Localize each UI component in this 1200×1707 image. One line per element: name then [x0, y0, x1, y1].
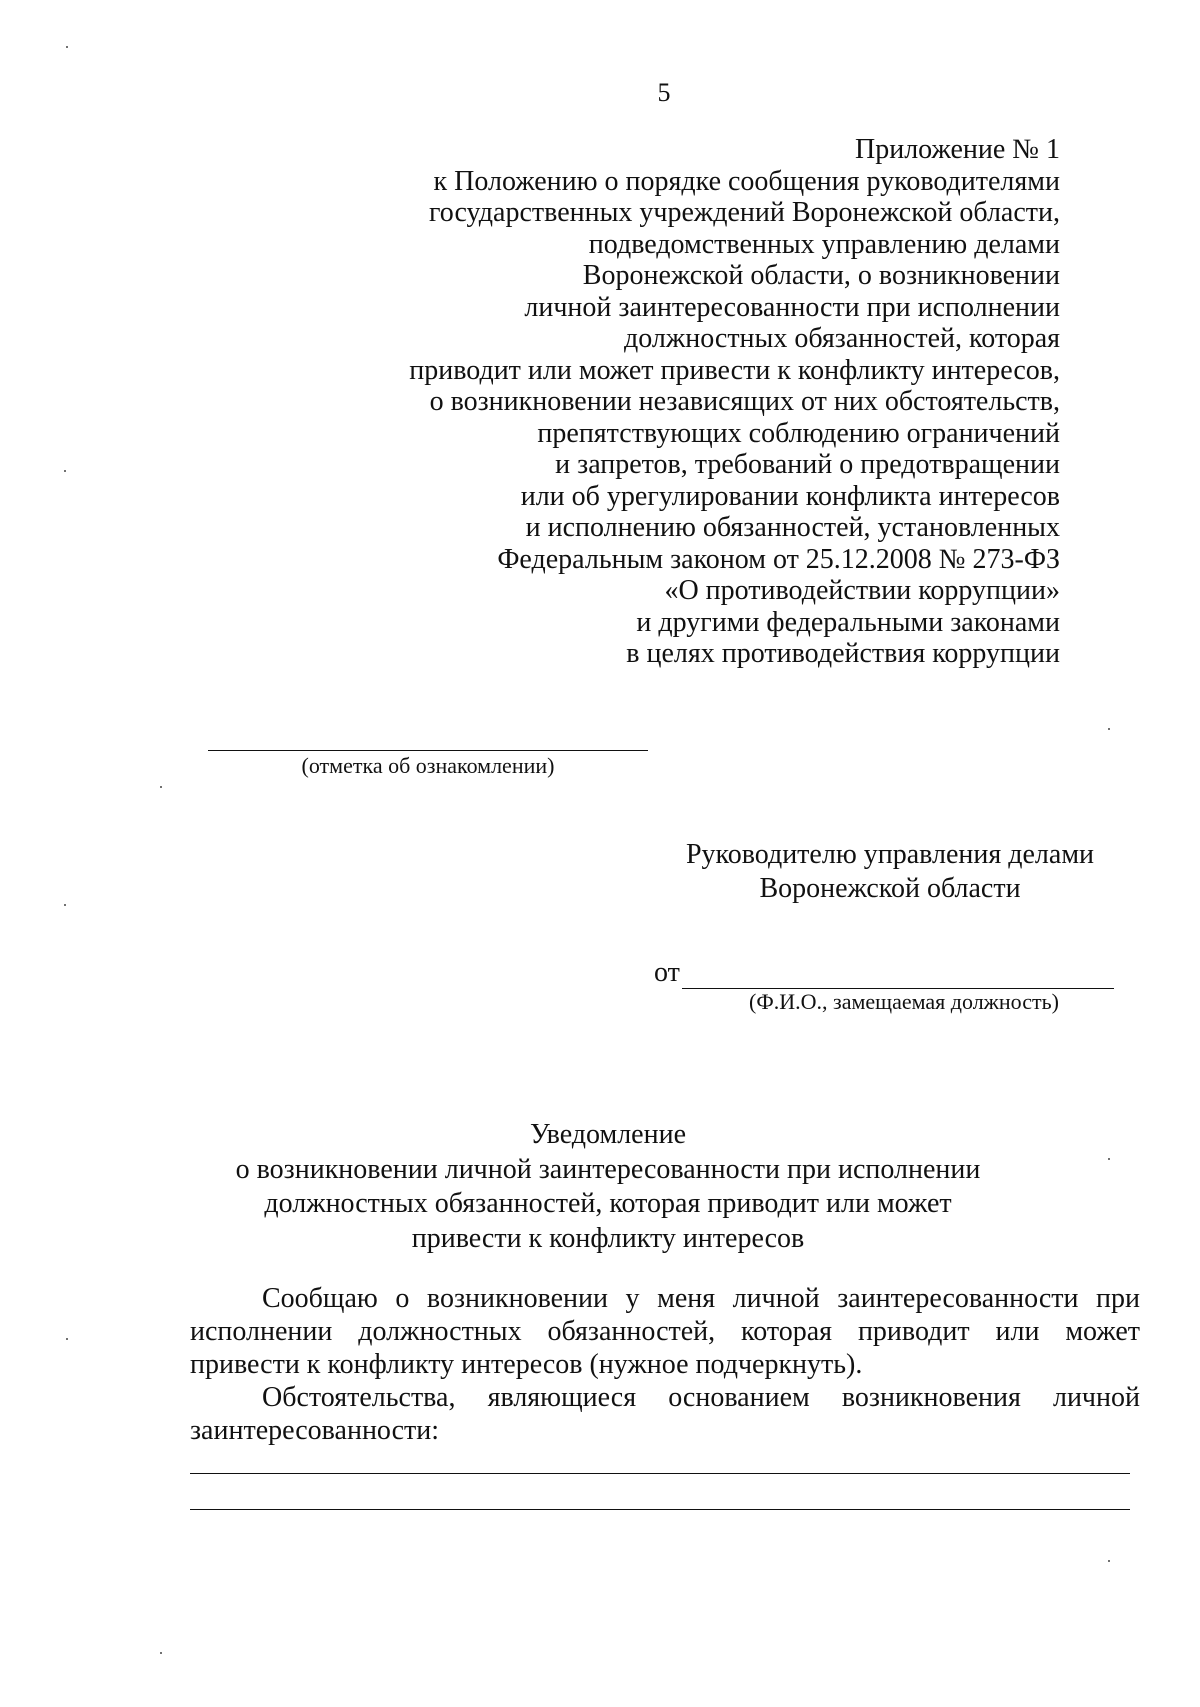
appendix-line: личной заинтересованности при исполнении: [524, 291, 1060, 323]
scan-speck: [160, 786, 162, 788]
circumstances-field-line[interactable]: [190, 1473, 1130, 1474]
notice-title: [8, 1118, 1200, 1256]
appendix-line: и другими федеральными законами: [636, 606, 1060, 638]
body-paragraph: Сообщаю о возникновении у меня личной заинтересованности при исполнении должностных обязанностей, которая приводит или может привести к конфликту интересов (нужное подчеркнуть).: [190, 1283, 1140, 1380]
appendix-line: должностных обязанностей, которая: [624, 323, 1060, 354]
appendix-line: «О противодействии коррупции»: [664, 575, 1060, 606]
appendix-line: Приложение № 1: [855, 134, 1060, 165]
addressee-line: Руководителю управления делами: [685, 839, 1095, 870]
addressee-block: [640, 838, 1140, 906]
acquaintance-signature-line[interactable]: [208, 750, 648, 751]
acquaintance-mark: [208, 750, 648, 779]
scan-speck: [64, 470, 66, 472]
title-line: Уведомление: [529, 1119, 686, 1150]
appendix-line: Федеральным законом от 25.12.2008 № 273-ФЗ: [497, 543, 1060, 575]
appendix-line: и запретов, требований о предотвращении: [555, 449, 1060, 480]
sender-caption: (Ф.И.О., замещаемая должность): [749, 989, 1059, 1014]
appendix-header: [380, 134, 1060, 670]
scan-speck: [1108, 1560, 1110, 1562]
appendix-line: препятствующих соблюдению ограничений: [537, 417, 1060, 449]
body-paragraph: Обстоятельства, являющиеся основанием возникновения личной заинтересованности:: [190, 1382, 1140, 1446]
scan-speck: [66, 46, 68, 48]
appendix-line: и исполнению обязанностей, установленных: [525, 512, 1060, 543]
appendix-line: к Положению о порядке сообщения руководителями: [433, 165, 1060, 197]
notice-body: [190, 1282, 1140, 1447]
appendix-line: о возникновении независящих от них обстоятельств,: [429, 386, 1060, 417]
appendix-line: Воронежской области, о возникновении: [582, 260, 1060, 291]
appendix-line: государственных учреждений Воронежской области,: [429, 197, 1060, 228]
scan-speck: [64, 904, 66, 906]
title-line: о возникновении личной заинтересованности при исполнении: [235, 1153, 981, 1185]
addressee-line: Воронежской области: [759, 873, 1021, 904]
title-line: должностных обязанностей, которая приводит или может: [264, 1188, 952, 1219]
sender-block: [654, 957, 1114, 1015]
sender-row: [654, 957, 1114, 989]
title-line: привести к конфликту интересов: [411, 1222, 805, 1254]
appendix-line: приводит или может привести к конфликту интересов,: [409, 354, 1060, 386]
sender-name-field[interactable]: [682, 962, 1114, 989]
acquaintance-caption: (отметка об ознакомлении): [301, 753, 555, 778]
scan-speck: [1108, 1158, 1110, 1160]
circumstances-field-line[interactable]: [190, 1509, 1130, 1510]
scan-speck: [160, 1652, 162, 1654]
appendix-line: подведомственных управлению делами: [588, 228, 1060, 260]
scan-speck: [1108, 728, 1110, 730]
scan-speck: [66, 1338, 68, 1340]
appendix-line: в целях противодействия коррупции: [626, 638, 1060, 669]
appendix-line: или об урегулировании конфликта интересов: [520, 480, 1060, 512]
sender-label: от: [654, 957, 680, 988]
page-number: 5: [657, 78, 671, 107]
